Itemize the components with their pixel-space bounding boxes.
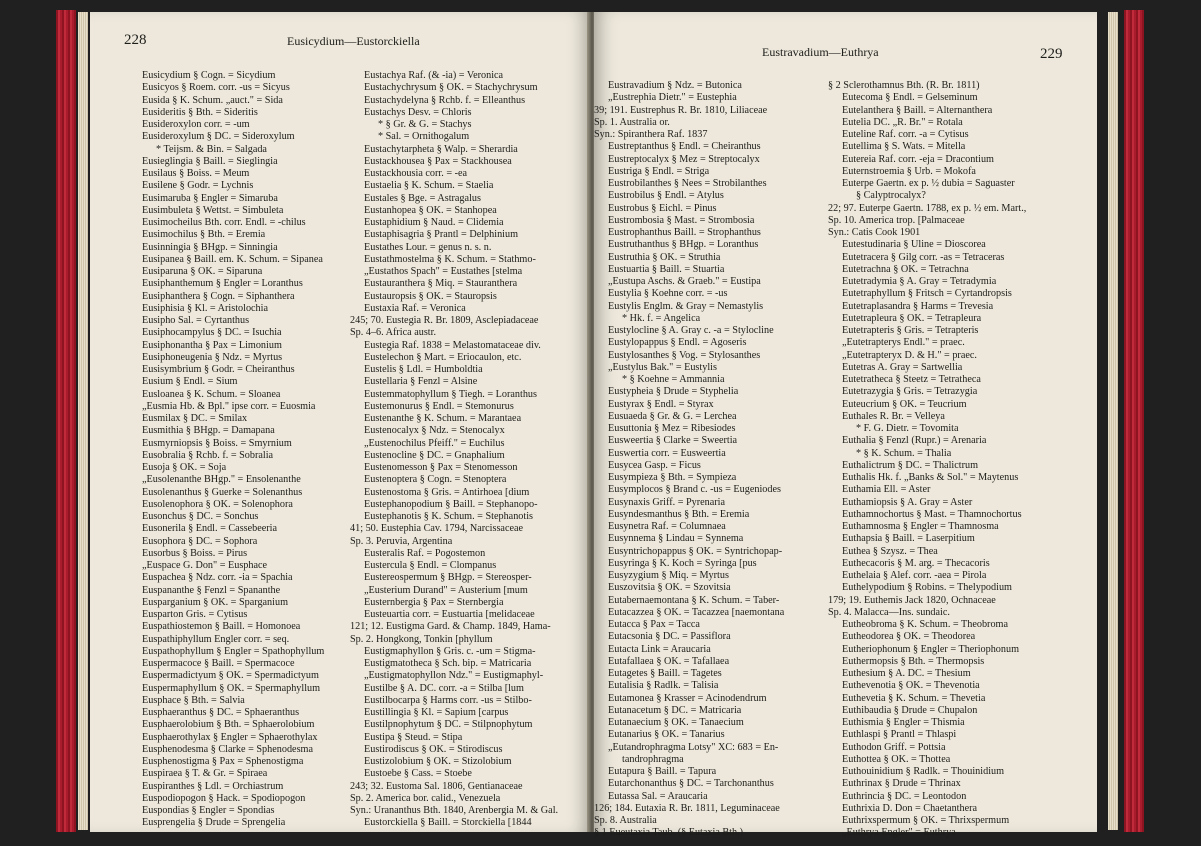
entry-line: Eustachya Raf. (& -ia) = Veronica [364,70,504,81]
entry-line: Eusphaerolobium § Bth. = Sphaerolobium [142,719,315,731]
entry-line: Eustriga § Endl. = Striga [608,165,710,177]
entry-line: Eustenanthe § K. Schum. = Marantaea [364,413,522,424]
entry-line: Eusideritis § Bth. = Sideritis [142,106,258,118]
entry-line: Eustruthia § OK. = Struthia [608,251,721,263]
entry-line: Euteucrium § OK. = Teucrium [842,398,967,410]
entry-line: Eusiphanthera § Cogn. = Siphanthera [142,290,295,302]
entry-line: Eustrophanthus Baill. = Strophanthus [608,227,761,238]
entry-line: Eutelia DC. „R. Br." = Rotala [842,116,963,128]
entry-line: Euthamnochortus § Mast. = Thamnochortus [842,508,1022,520]
entry-line: Eustirodiscus § OK. = Stirodiscus [364,743,503,755]
entry-line: Eustenoptera § Cogn. = Stenoptera [364,474,507,486]
entry-line: Eusonerila § Endl. = Cassebeeria [142,523,278,535]
entry-line: Eusicyos § Roem. corr. -us = Sicyus [142,82,290,94]
entry-line: Euspathophyllum § Engler = Spathophyllum [142,645,325,657]
entry-line: Eustyrax § Endl. = Styrax [608,398,714,410]
entry-line: Eusweertia § Clarke = Sweertia [608,435,738,447]
entry-line: Eutagetes § Baill. = Tagetes [608,668,722,679]
entry-line: Syn.: Urananthus Bth. 1840, Arenbergia M. & Gal. [350,805,559,816]
entry-line: Eutecoma § Endl. = Gelseminum [842,92,978,104]
entry-line: Eutheodorea § OK. = Theodorea [842,631,976,643]
entry-line: Eutanarius § OK. = Tanarius [608,729,725,741]
entry-line: Euthelaia § Alef. corr. -aea = Pirola [842,570,987,581]
entry-line: Eusphenostigma § Pax = Sphenostigma [142,756,304,767]
entry-line: Syn.: Spiranthera Raf. 1837 [594,129,708,140]
entry-line: Eusinningia § BHgp. = Sinningia [142,241,278,253]
entry-line: Eutheobroma § K. Schum. = Theobroma [842,619,1008,630]
entry-line: Sp. 1. Australia or. [594,116,670,128]
entry-line: Eustereospermum § BHgp. = Stereosper- [364,572,532,584]
entry-line: Eutacta Link = Araucaria [608,643,711,655]
entry-line: Eusmithia § BHgp. = Damapana [142,425,275,437]
entry-line: Eustilpnophytum § DC. = Stilpnophytum [364,719,533,731]
entry-line: Eustachytarpheta § Walp. = Sherardia [364,143,518,155]
entry-line: Eusmyrniopsis § Boiss. = Smyrnium [142,437,292,449]
entry-line: Eustemmatophyllum § Tiegh. = Loranthus [364,388,537,400]
entry-line: Eutacca § Pax = Tacca [608,619,700,630]
entry-line: § 1 Eueutaxia Taub. (§ Eutaxia Bth.) [594,827,744,839]
entry-line: Eusyringa § K. Koch = Syringa [pus [608,557,757,569]
entry-line: Eusium § Endl. = Sium [142,376,238,388]
entry-line: Eusiphonantha § Pax = Limonium [142,339,282,351]
entry-line: Euthrinax § Drude = Thrinax [842,778,961,790]
entry-line: Eustaxia Raf. = Veronica [364,302,466,314]
entry-line: Eutetraplasandra § Harms = Trevesia [842,300,994,312]
entry-line: Eustigmaphyllon § Gris. c. -um = Stigma- [364,645,536,657]
entry-line: Eusyzygium § Miq. = Myrtus [608,570,729,581]
column-right-b [828,80,1090,840]
entry-line: Eustruthanthus § BHgp. = Loranthus [608,239,759,251]
entry-line: Euspathiostemon § Baill. = Homonoea [142,621,301,633]
entry-line: Eutetrapleura § OK. = Tetrapleura [842,312,982,324]
entry-line: Eusuttonia § Mez = Ribesiodes [608,423,736,434]
entry-line: „Eutandrophragma Lotsy" XC: 683 = En- [608,741,779,753]
entry-line: Sp. 4–6. Africa austr. [350,327,437,339]
entry-line: Eutetratheca § Steetz = Tetratheca [842,374,981,385]
entry-line: Euspiranthes § Ldl. = Orchiastrum [142,780,284,792]
entry-line: Eusideroxylon corr. = -um [142,119,250,130]
entry-line: * § Koehne = Ammannia [622,374,725,385]
entry-line: Eutetrazygia § Gris. = Tetrazygia [842,386,978,398]
entry-line: Eustrobus § Eichl. = Pinus [608,202,717,214]
entry-line: Eusphenodesma § Clarke = Sphenodesma [142,743,313,755]
entry-line: Eusynetra Raf. = Columnaea [608,521,726,532]
column-right-a [594,80,820,840]
entry-line: Eustellaria § Fenzl = Alsine [364,376,478,388]
entry-line: Eusympieza § Bth. = Sympieza [608,472,737,483]
entry-line: * § Gr. & G. = Stachys [378,119,472,130]
entry-line: „Eustathos Spach" = Eustathes [stelma [364,266,523,277]
entry-line: Eusiphanthemum § Engler = Loranthus [142,278,303,290]
entry-line: tandrophragma [622,753,684,765]
entry-line: Sp. 4. Malacca—Ins. sundaic. [828,606,950,618]
entry-line: Euthrixspermum § OK. = Thrixspermum [842,815,1010,826]
entry-line: Eutanacetum § DC. = Matricaria [608,704,742,716]
entry-line: Eustenocalyx § Ndz. = Stenocalyx [364,425,505,437]
entry-line: Euthlaspi § Prantl = Thlaspi [842,729,957,741]
entry-line: Eustylis Englm. & Gray = Nemastylis [608,300,764,312]
entry-line: Eustackhousia corr. = -ea [364,168,468,179]
column-left-a [128,70,346,830]
entry-line: Eustylosanthes § Vog. = Stylosanthes [608,349,761,361]
entry-line: Euspananthe § Fenzl = Spananthe [142,584,281,596]
entry-line: Eusphaeranthus § DC. = Sphaeranthus [142,707,300,718]
entry-line: § Calyptrocalyx? [856,190,926,202]
entry-line: Eustegia Raf. 1838 = Melastomataceae div. [364,339,541,351]
entry-line: Eusloanea § K. Schum. = Sloanea [142,388,281,400]
entry-line: Euthesium § A. DC. = Thesium [842,668,971,679]
entry-line: Eusida § K. Schum. „auct." = Sida [142,94,283,106]
entry-line: * F. G. Dietr. = Tovomita [856,423,959,434]
entry-line: Euthodon Griff. = Pottsia [842,741,946,753]
entry-line: Eusphace § Bth. = Salvia [142,694,245,706]
entry-line: Eutafallaea § OK. = Tafallaea [608,655,730,667]
entry-line: Eustoebe § Cass. = Stoebe [364,768,472,780]
entry-line: Eusiphisia § Kl. = Aristolochia [142,302,269,314]
entry-line: Euthelypodium § Robins. = Thelypodium [842,582,1012,594]
entry-line: Eusiphocampylus § DC. = Isuchia [142,327,282,339]
entry-line: Eustachys Desv. = Chloris [364,106,472,118]
left-page [90,12,590,832]
running-head: Eustravadium—Euthrya [762,45,879,59]
entry-line: 245; 70. Eustegia R. Br. 1809, Asclepiadaceae [350,315,539,326]
entry-line: Eustenomesson § Pax = Stenomesson [364,462,518,473]
entry-line: Eustizolobium § OK. = Stizolobium [364,756,512,767]
entry-line: Eusilaus § Boiss. = Meum [142,168,250,179]
entry-line: Eustypheia § Drude = Styphelia [608,386,739,398]
entry-line: Eustales § Bge. = Astragalus [364,192,481,204]
entry-line: „Eutetrapterys Endl." = praec. [842,337,965,349]
entry-line: Eutabernaemontana § K. Schum. = Taber- [608,594,780,606]
entry-line: Eustauropsis § OK. = Stauropsis [364,290,497,302]
entry-line: Euspathiphyllum Engler corr. = seq. [142,633,290,645]
entry-line: Eusyndesmanthus § Bth. = Eremia [608,508,750,520]
entry-line: „Euthrya Engler" = Euthrya [842,827,956,839]
entry-line: Euthouinidium § Radlk. = Thouinidium [842,766,1005,777]
entry-line: Eustreptocalyx § Mez = Streptocalyx [608,153,760,165]
entry-line: Eusternbergia § Pax = Sternbergia [364,596,504,608]
entry-line: Eustaelia § K. Schum. = Staelia [364,180,494,192]
entry-line: „Eustenochilus Pfeiff." = Euchilus [364,437,505,449]
entry-line: Eustachydelyna § Rchb. f. = Elleanthus [364,94,526,106]
entry-line: Euthea § Szysz. = Thea [842,545,938,557]
entry-line: „Eustrephia Dietr." = Eustephia [608,92,737,104]
entry-line: Euterpe Gaertn. ex p. ½ dubia = Saguaster [842,178,1015,189]
entry-line: Eutellima § S. Wats. = Mitella [842,141,966,153]
entry-line: Eustreptanthus § Endl. = Cheiranthus [608,141,761,153]
entry-line: Eusonchus § DC. = Sonchus [142,511,259,522]
page-number: 228 [124,32,147,48]
entry-line: Eusimaruba § Engler = Simaruba [142,192,278,204]
entry-line: Eusolenanthus § Guerke = Solenanthus [142,486,303,498]
entry-line: Euthamia Ell. = Aster [842,484,931,496]
entry-line: Eustephanotis § K. Schum. = Stephanotis [364,511,534,522]
entry-line: Eusmilax § DC. = Smilax [142,413,248,424]
entry-line: Eutelanthera § Baill. = Alternanthera [842,104,993,116]
entry-line: Eustaphidium § Naud. = Clidemia [364,217,504,228]
entry-line: Euswertia corr. = Eusweertia [608,447,726,459]
entry-line: Eustelechon § Mart. = Eriocaulon, etc. [364,351,522,363]
entry-line: „Eusterium Durand" = Austerium [mum [364,584,528,596]
entry-line: Eusobralia § Rchb. f. = Sobralia [142,449,274,461]
entry-line: § 2 Sclerothamnus Bth. (R. Br. 1811) [828,80,980,91]
entry-line: Eustigmatotheca § Sch. bip. = Matricaria [364,658,532,669]
entry-line: Eusyntrichopappus § OK. = Syntrichopap- [608,545,783,557]
entry-line: Eusophora § DC. = Sophora [142,535,258,547]
entry-line: Eusipanea § Baill. em. K. Schum. = Sipanea [142,253,323,265]
entry-line: Eutalisia § Radlk. = Talisia [608,680,719,692]
entry-line: Eustelis § Ldl. = Humboldtia [364,364,483,375]
entry-line: Eusynnema § Lindau = Synnema [608,533,744,545]
entry-line: 179; 19. Euthemis Jack 1820, Ochnaceae [828,594,996,606]
running-head: Eusicydium—Eustorckiella [287,34,420,48]
entry-line: Eusiphoneugenia § Ndz. = Myrtus [142,351,283,363]
entry-line: Sp. 10. America trop. [Palmaceae [828,214,965,226]
entry-line: Eutetras A. Gray = Sartwellia [842,361,963,373]
entry-line: Sp. 2. America bor. calid., Venezuela [350,792,501,804]
entry-line: Eutereia Raf. corr. -eja = Dracontium [842,153,994,165]
entry-line: Syn.: Catis Cook 1901 [828,227,921,238]
entry-line: „Eustigmatophyllon Ndz." = Eustigmaphyl- [364,670,544,682]
entry-line: Eustemonurus § Endl. = Stemonurus [364,400,514,412]
entry-line: Euthales R. Br. = Velleya [842,410,945,422]
entry-line: Eustephanopodium § Baill. = Stephanopo- [364,498,538,510]
entry-line: Eutanaecium § OK. = Tanaecium [608,717,744,728]
entry-line: Euspermaphyllum § OK. = Spermaphyllum [142,682,321,694]
entry-line: * Sal. = Ornithogalum [378,131,470,143]
entry-line: Euspiraea § T. & Gr. = Spiraea [142,768,268,780]
left-page-edge [56,10,76,832]
entry-line: „Eusolenanthe BHgp." = Ensolenanthe [142,474,301,486]
entry-line: Eusorbus § Boiss. = Pirus [142,547,248,559]
entry-line: Euspachea § Ndz. corr. -ia = Spachia [142,572,293,584]
entry-line: 126; 184. Eutaxia R. Br. 1811, Leguminaceae [594,802,780,814]
entry-line: Eustipa § Steud. = Stipa [364,731,463,743]
entry-line: Eusicydium § Cogn. = Sicydium [142,70,276,81]
entry-line: Euthecacoris § M. arg. = Thecacoris [842,557,990,569]
entry-line: Eutetracera § Gilg corr. -as = Tetraceras [842,251,1005,263]
entry-line: Eusimochilus § Bth. = Eremia [142,229,266,241]
entry-line: Euspodiopogon § Hack. = Spodiopogon [142,792,306,804]
entry-line: Euthalictrum § DC. = Thalictrum [842,459,978,471]
entry-line: Eustercula § Endl. = Clompanus [364,560,497,571]
entry-line: Euthamnosma § Engler = Thamnosma [842,521,999,532]
entry-line: Eutamonea § Krasser = Acinodendrum [608,692,767,704]
entry-line: Euthermopsis § Bth. = Thermopsis [842,655,985,667]
entry-line: Eustackhousea § Pax = Stackhousea [364,155,512,167]
entry-line: Eusparganium § OK. = Sparganium [142,596,288,608]
entry-line: „Euspace G. Don" = Eusphace [142,560,268,571]
entry-line: Eustaphisagria § Prantl = Delphinium [364,229,519,241]
column-left-b [350,70,578,830]
entry-line: Euthevetia § K. Schum. = Thevetia [842,692,986,704]
entry-line: 41; 50. Eustephia Cav. 1794, Narcissaceae [350,523,524,535]
entry-line: Eustenocline § DC. = Gnaphalium [364,449,505,461]
entry-line: Eustuartia § Baill. = Stuartia [608,263,725,275]
entry-line: Eutetraphyllum § Fritsch = Cyrtandropsis [842,288,1012,300]
entry-line: Eusilene § Godr. = Lychnis [142,180,254,192]
entry-line: Eusisymbrium § Godr. = Cheiranthus [142,364,295,375]
entry-line: Eusteuartia corr. = Eustuartia [melidaceae [364,609,535,620]
entry-line: Euspermadictyum § OK. = Spermadictyum [142,670,319,682]
entry-line: Eustorckiella § Baill. = Storckiella [1844 [364,817,532,829]
entry-line: Eusparton Gris. = Cytisus [142,609,248,620]
entry-line: Euthibaudia § Drude = Chupalon [842,704,978,716]
entry-line: Eusiparuna § OK. = Siparuna [142,266,263,277]
entry-line: Euthottea § OK. = Thottea [842,753,951,765]
entry-line: Eustenostoma § Gris. = Antirhoea [dium [364,486,530,498]
entry-line: Sp. 2. Hongkong, Tonkin [phyllum [350,633,493,645]
entry-line: Eutassa Sal. = Araucaria [608,790,708,802]
entry-line: Euthalis Hk. f. „Banks & Sol." = Maytenus [842,472,1019,483]
entry-line: * § K. Schum. = Thalia [856,447,952,459]
entry-line: Eustylia § Koehne corr. = -us [608,288,728,300]
entry-line: Eutestudinaria § Uline = Dioscorea [842,239,986,251]
entry-line: Euthalia § Fenzl (Rupr.) = Arenaria [842,435,987,447]
entry-line: Eusieglingia § Baill. = Sieglingia [142,155,278,167]
right-page-stack [1108,12,1118,830]
entry-line: Eusycea Gasp. = Ficus [608,459,701,471]
entry-line: Eustillingia § Kl. = Sapium [carpus [364,707,509,718]
entry-line: Eusimocheilus Bth. corr. Endl. = -chilus [142,217,306,228]
entry-line: Eutetrachna § OK. = Tetrachna [842,263,969,275]
left-page-stack [78,12,88,830]
entry-line: Eusipho Sal. = Cyrtanthus [142,315,250,326]
entry-line: Euternstroemia § Urb. = Mokofa [842,165,976,177]
entry-line: Euteline Raf. corr. -a = Cytisus [842,129,969,140]
entry-line: Euthevenotia § OK. = Thevenotia [842,680,980,692]
entry-line: Eutarchonanthus § DC. = Tarchonanthus [608,778,774,790]
entry-line: Eusymplocos § Brand c. -us = Eugeniodes [608,484,781,496]
entry-line: Eusuaeda § Gr. & G. = Lerchea [608,410,737,422]
entry-line: Eustylopappus § Endl. = Agoseris [608,337,747,349]
entry-line: Eustrobilanthes § Nees = Strobilanthes [608,178,767,189]
entry-line: Euthismia § Engler = Thismia [842,717,965,728]
entry-line: Eustrombosia § Mast. = Strombosia [608,214,755,226]
entry-line: Eutacazzea § OK. = Tacazzea [naemontana [608,606,785,618]
entry-line: Euthapsia § Baill. = Laserpitium [842,533,975,545]
entry-line: Eutetrapteris § Gris. = Tetrapteris [842,325,979,336]
entry-line: * Hk. f. = Angelica [622,312,701,324]
entry-line: „Eustupa Aschs. & Graeb." = Eustipa [608,276,761,287]
entry-line: Eustilbocarpa § Harms corr. -us = Stilbo- [364,694,532,706]
entry-line: Euthamiopsis § A. Gray = Aster [842,496,973,508]
entry-line: Eusideroxylum § DC. = Sideroxylum [142,131,295,143]
entry-line: * Teijsm. & Bin. = Salgada [156,143,267,155]
entry-line: „Eustylus Bak." = Eustylis [608,361,717,373]
entry-line: „Eutetrapteryx D. & H." = praec. [842,349,977,361]
entry-line: Euszovitsia § OK. = Szovitsia [608,582,731,594]
entry-line: Eutapura § Baill. = Tapura [608,766,717,777]
entry-line: Eutheriophonum § Engler = Theriophonum [842,643,1020,655]
entry-line: Eustilbe § A. DC. corr. -a = Stilba [lum [364,682,524,694]
page-number: 229 [1040,46,1063,62]
entry-line: Eusoja § OK. = Soja [142,462,227,473]
entry-line: „Eusmia Hb. & Bpl." ipse corr. = Euosmia [142,400,316,412]
entry-line: Eusolenophora § OK. = Solenophora [142,498,293,510]
entry-line: 39; 191. Eustrephus R. Br. 1810, Liliaceae [594,104,768,116]
entry-line: Eustanhopea § OK. = Stanhopea [364,204,497,216]
entry-line: Euthrincia § DC. = Leontodon [842,790,967,802]
entry-line: 243; 32. Eustoma Sal. 1806, Gentianaceae [350,780,523,792]
entry-line: Eusimbuleta § Wettst. = Simbuleta [142,204,284,216]
right-page-edge [1124,10,1144,832]
entry-line: Eutacsonia § DC. = Passiflora [608,631,731,643]
entry-line: Eustathes Lour. = genus n. s. n. [364,241,492,253]
entry-line: 121; 12. Eustigma Gard. & Champ. 1849, Hama- [350,621,551,633]
entry-line: Eusteralis Raf. = Pogostemon [364,547,486,559]
entry-line: Sp. 3. Peruvia, Argentina [350,535,453,547]
entry-line: Eustylocline § A. Gray c. -a = Stylocline [608,325,774,336]
entry-line: Sp. 8. Australia [594,815,657,826]
entry-line: Euthrixia D. Don = Chaetanthera [842,802,978,814]
entry-line: Euspondias § Engler = Spondias [142,805,275,816]
entry-line: Eustachychrysum § OK. = Stachychrysum [364,82,538,94]
entry-line: Eusphaerothylax § Engler = Sphaerothylax [142,731,318,743]
entry-line: Eusynaxis Griff. = Pyrenaria [608,496,726,508]
entry-line: Eusprengelia § Drude = Sprengelia [142,817,286,829]
entry-line: Eustrobilus § Endl. = Atylus [608,190,724,202]
entry-line: Eutetradymia § A. Gray = Tetradymia [842,276,997,287]
entry-line: Eustravadium § Ndz. = Butonica [608,80,742,91]
right-page [594,12,1097,839]
entry-line: Euspermacoce § Baill. = Spermacoce [142,658,295,669]
entry-line: Eustauranthera § Miq. = Stauranthera [364,278,518,290]
entry-line: 22; 97. Euterpe Gaertn. 1788, ex p. ½ em. Mart., [828,202,1027,214]
entry-line: Eustathmostelma § K. Schum. = Stathmo- [364,253,536,265]
